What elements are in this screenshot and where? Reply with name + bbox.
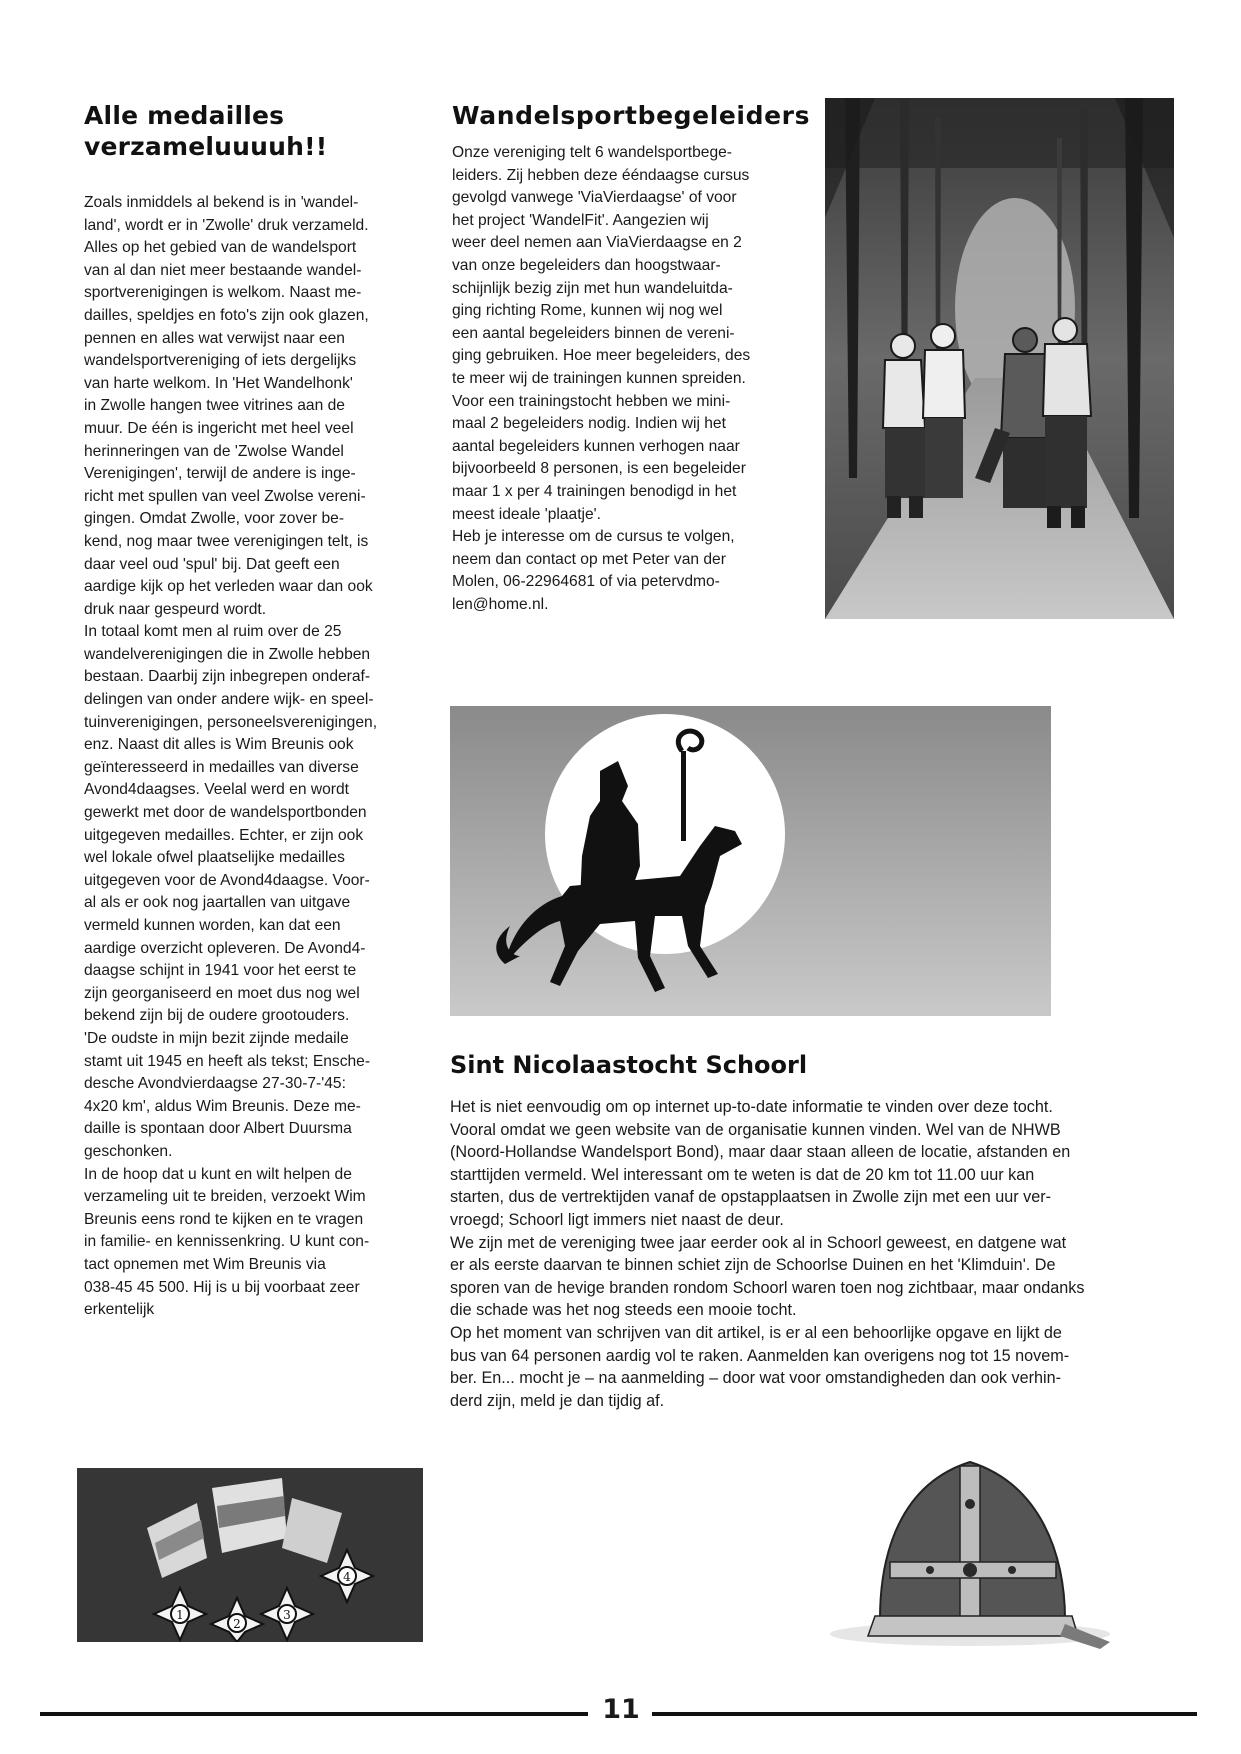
mitre-photo — [820, 1444, 1120, 1654]
mitre-icon — [820, 1444, 1120, 1654]
sint-nicolaas-silhouette-image — [450, 706, 1051, 1016]
article-body: Onze vereniging telt 6 wandelsportbege- leiders. Zij hebben deze ééndaagse cursus gevolgd vanwege 'ViaVierdaagse' of voor het project 'WandelFit'. Aangezien wij weer deel nemen aan ViaVierdaagse en 2 van onze begeleiders dan hoogstwaar- schijnlijk bezig zijn met hun wandeluitda- ging richting Rome, kunnen wij nog wel een aantal begeleiders binnen de vereni- ging gebruiken. Hoe meer begeleiders, des te meer wij de trainingen kunnen spreiden. Voor een trainingstocht hebben we mini- maal 2 begeleiders nodig. Indien wij het aantal begeleiders kunnen verhogen naar bijvoorbeeld 8 personen, is een begeleider maar 1 x per 4 trainingen benodigd in het meest ideale 'plaatje'. Heb je interesse om de cursus te volgen, neem dan contact op met Peter van der Molen, 06-22964681 of via petervdmo- len@home.nl. — [452, 144, 751, 613]
article-title: Sint Nicolaastocht Schoorl — [450, 1051, 808, 1079]
article-body: Het is niet eenvoudig om op internet up-to-date informatie te vinden over deze tocht. Vooral omdat we geen website van de organisatie kunnen vinden. Wel van de NHWB (Noord-Hollandse Wandelsport Bond), maar daar staan alleen de locatie, afstanden en starttijden vermeld. Wel interessant om te weten is dat de 20 km tot 11.00 uur kan starten, dus de vertrektijden vanaf de opstapplaatsen in Zwolle zijn met een uur ver- vroegd; Schoorl ligt immers niet naast de deur. We zijn met de vereniging twee jaar eerder ook al in Schoorl geweest, en datgene wat er als eerste daarvan te binnen schiet zijn de Schoorlse Duinen en het 'Klimduin'. De sporen van de hevige branden rondom Schoorl waren toen nog zichtbaar, maar ondanks die schade was het nog steeds een mooie tocht. Op het moment van schrijven van dit artikel, is er al een behoorlijke opgave en lijkt de bus van 64 personen aardig vol te raken. Aanmelden kan overigens nog tot 15 novem- ber. En... mocht je – na aanmelding – door wat voor omstandigheden dan ook verhin- derd zijn, meld je dan tijdig af. — [450, 1098, 1085, 1410]
medal-number: 2 — [233, 1617, 241, 1631]
page-number: 11 — [602, 1694, 640, 1725]
medal-number: 4 — [343, 1570, 351, 1584]
article-title: Alle medailles verzameluuuuh!! — [84, 101, 328, 161]
walkers-photo — [825, 98, 1174, 619]
medal-number: 3 — [283, 1608, 291, 1622]
article-medailles — [84, 100, 426, 1322]
footer-rule-left — [40, 1712, 588, 1716]
page-footer — [0, 1692, 1241, 1732]
sint-nicolaas-silhouette — [450, 706, 1051, 1016]
medals-photo-image — [77, 1468, 423, 1642]
article-sint-nicolaastocht — [450, 1050, 1172, 1412]
article-title: Wandelsportbegeleiders — [452, 101, 811, 130]
article-wandelsportbegeleiders — [452, 100, 814, 616]
walkers-photo-image — [825, 98, 1174, 619]
footer-rule-right — [652, 1712, 1197, 1716]
article-body: Zoals inmiddels al bekend is in 'wandel- land', wordt er in 'Zwolle' druk verzameld. Alles op het gebied van de wandelsport van al dan niet meer bestaande wandel- sportverenigingen is welkom. Naast me- dailles, speldjes en foto's zijn ook glazen, pennen en alles wat verwijst naar een wandelsportvereniging of iets dergelijks van harte welkom. In 'Het Wandelhonk' in Zwolle hangen twee vitrines aan de muur. De één is ingericht met heel veel herinneringen van de 'Zwolse Wandel Verenigingen', terwijl de andere is inge- richt met spullen van veel Zwolse vereni- gingen. Omdat Zwolle, voor zover be- kend, nog maar twee verenigingen telt, is daar veel oud 'spul' bij. Dat geeft een aardige kijk op het verleden waar dan ook druk naar gespeurd wordt. In totaal komt men al ruim over de 25 wandelverenigingen die in Zwolle hebben bestaan. Daarbij zijn inbegrepen onderaf- delingen van onder andere wijk- en speel- tuinverenigingen, personeelsverenigingen, enz. Naast dit alles is Wim Breunis ook geïnteresseerd in medailles van diverse Avond4daagses. Veelal werd en wordt gewerkt met door de wandelsportbonden uitgegeven medailles. Echter, er zijn ook wel lokale ofwel plaatselijke medailles uitgegeven voor de Avond4daagse. Voor- al als er ook nog jaartallen van uitgave vermeld kunnen worden, kan dat een aardige overzicht opleveren. De Avond4- daagse schijnt in 1941 voor het eerst te zijn georganiseerd en moet dus nog wel bekend zijn bij de oudere grootouders. 'De oudste in mijn bezit zijnde medaile stamt uit 1945 en heeft als tekst; Ensche- desche Avondvierdaagse 27-30-7-'45: 4x20 km', aldus Wim Breunis. Deze me- daille is spontaan door Albert Duursma geschonken. In de hoop dat u kunt en wilt helpen de verzameling uit te breiden, verzoekt Wim Breunis eens rond te kijken en te vragen in familie- en kennissenkring. U kunt con- tact opnemen met Wim Breunis via 038-45 45 500. Hij is u bij voorbaat zeer erkentelijk — [84, 194, 378, 1319]
medals-photo — [77, 1468, 423, 1642]
medal-number: 1 — [176, 1608, 184, 1622]
